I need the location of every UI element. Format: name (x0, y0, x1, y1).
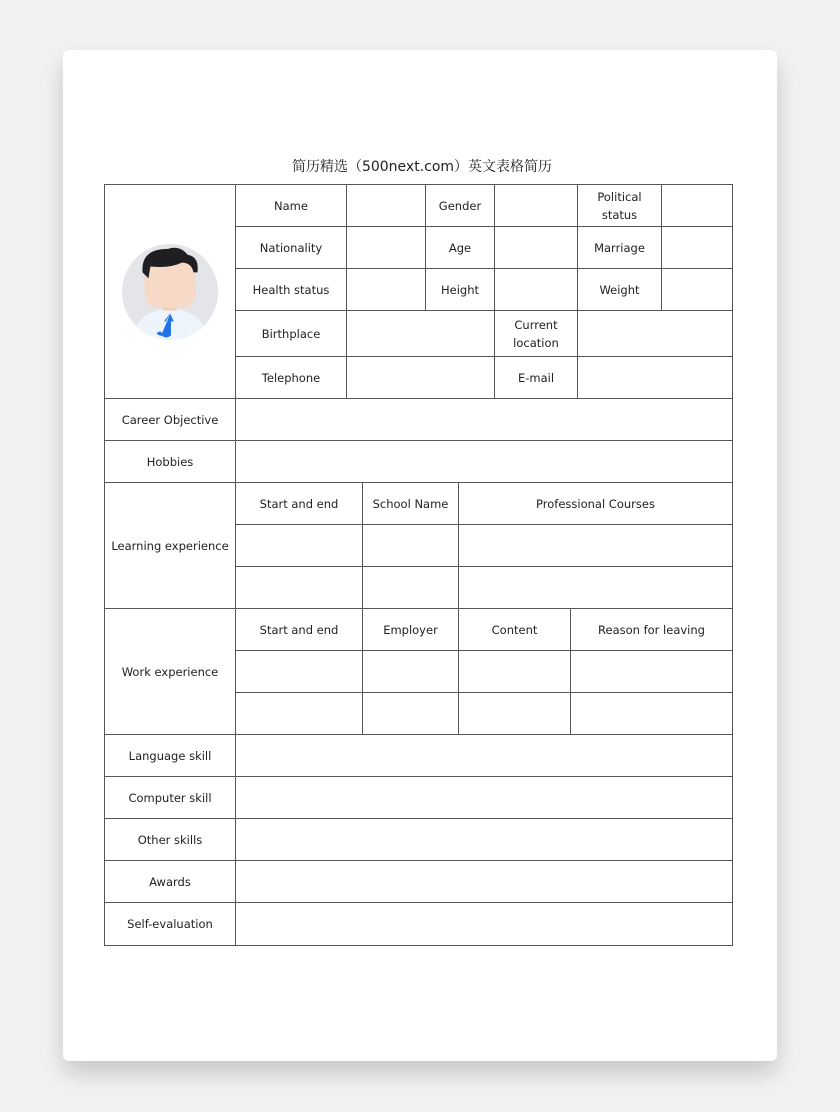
label-nationality-text: Nationality (259, 240, 323, 255)
label-career-objective (104, 398, 236, 441)
label-email-text: E-mail (517, 370, 555, 385)
label-political-status-text: Political status (597, 189, 642, 222)
learning-cell[interactable] (362, 524, 459, 567)
learning-cell[interactable] (235, 524, 363, 567)
career-objective-field[interactable] (235, 398, 733, 441)
political-status-field[interactable] (661, 184, 733, 227)
height-field[interactable] (494, 268, 578, 311)
label-other-skills (104, 818, 236, 861)
nationality-field[interactable] (346, 226, 426, 269)
label-career-objective-text: Career Objective (121, 412, 219, 427)
telephone-field[interactable] (346, 356, 495, 399)
label-work-experience-text: Work experience (121, 664, 219, 679)
label-height-text: Height (440, 282, 479, 297)
label-nationality (235, 226, 347, 269)
label-awards (104, 860, 236, 903)
avatar-icon (121, 243, 219, 341)
label-self-evaluation-text: Self-evaluation (127, 917, 213, 931)
self-evaluation-field[interactable] (235, 902, 733, 946)
label-computer-skill (104, 776, 236, 819)
label-self-evaluation (104, 902, 236, 946)
work-cell[interactable] (362, 692, 459, 735)
label-name (235, 184, 347, 227)
label-gender-text: Gender (438, 198, 482, 213)
label-weight-text: Weight (599, 282, 640, 297)
learning-cell[interactable] (458, 524, 733, 567)
age-field[interactable] (494, 226, 578, 269)
label-awards-text: Awards (149, 874, 191, 889)
label-name-text: Name (274, 198, 308, 213)
label-age (425, 226, 495, 269)
hobbies-field[interactable] (235, 440, 733, 483)
label-current-location (494, 310, 578, 357)
learning-cell[interactable] (362, 566, 459, 609)
work-cell[interactable] (570, 650, 733, 693)
work-header-employer-text: Employer (383, 622, 438, 637)
learning-cell[interactable] (458, 566, 733, 609)
work-header-start-end (235, 608, 363, 651)
label-health-status-text: Health status (252, 282, 330, 297)
label-other-skills-text: Other skills (137, 832, 203, 847)
learning-header-school-text: School Name (372, 496, 449, 511)
marriage-field[interactable] (661, 226, 733, 269)
language-skill-field[interactable] (235, 734, 733, 777)
label-hobbies-text: Hobbies (146, 454, 194, 469)
label-health-status (235, 268, 347, 311)
learning-cell[interactable] (235, 566, 363, 609)
computer-skill-field[interactable] (235, 776, 733, 819)
label-language-skill-text: Language skill (128, 748, 212, 763)
label-political-status (577, 184, 662, 227)
label-weight (577, 268, 662, 311)
label-height (425, 268, 495, 311)
learning-header-courses-text: Professional Courses (536, 496, 655, 511)
work-cell[interactable] (570, 692, 733, 735)
label-computer-skill-text: Computer skill (128, 790, 212, 805)
label-marriage-text: Marriage (594, 240, 645, 255)
label-work-experience (104, 608, 236, 735)
learning-header-start-end-text: Start and end (259, 496, 339, 511)
label-marriage (577, 226, 662, 269)
learning-header-school (362, 482, 459, 525)
label-email (494, 356, 578, 399)
name-field[interactable] (346, 184, 426, 227)
label-language-skill (104, 734, 236, 777)
work-cell[interactable] (458, 650, 571, 693)
label-birthplace-text: Birthplace (261, 326, 321, 341)
email-field[interactable] (577, 356, 733, 399)
current-location-field[interactable] (577, 310, 733, 357)
work-cell[interactable] (362, 650, 459, 693)
work-header-reason (570, 608, 733, 651)
work-header-start-end-text: Start and end (259, 622, 339, 637)
label-learning-experience-text: Learning experience (111, 538, 229, 553)
work-header-reason-text: Reason for leaving (598, 622, 705, 637)
label-birthplace (235, 310, 347, 357)
work-header-content-text: Content (491, 622, 538, 637)
label-current-location-text: Current location (513, 317, 559, 350)
birthplace-field[interactable] (346, 310, 495, 357)
work-header-content (458, 608, 571, 651)
work-cell[interactable] (235, 692, 363, 735)
weight-field[interactable] (661, 268, 733, 311)
label-age-text: Age (448, 240, 472, 255)
work-cell[interactable] (235, 650, 363, 693)
learning-header-courses (458, 482, 733, 525)
gender-field[interactable] (494, 184, 578, 227)
label-telephone (235, 356, 347, 399)
photo-cell (104, 184, 236, 399)
label-gender (425, 184, 495, 227)
learning-header-start-end (235, 482, 363, 525)
work-header-employer (362, 608, 459, 651)
page-title: 简历精选（500next.com）英文表格简历 (291, 159, 553, 175)
label-learning-experience (104, 482, 236, 609)
awards-field[interactable] (235, 860, 733, 903)
label-telephone-text: Telephone (261, 370, 321, 385)
health-status-field[interactable] (346, 268, 426, 311)
other-skills-field[interactable] (235, 818, 733, 861)
label-hobbies (104, 440, 236, 483)
work-cell[interactable] (458, 692, 571, 735)
